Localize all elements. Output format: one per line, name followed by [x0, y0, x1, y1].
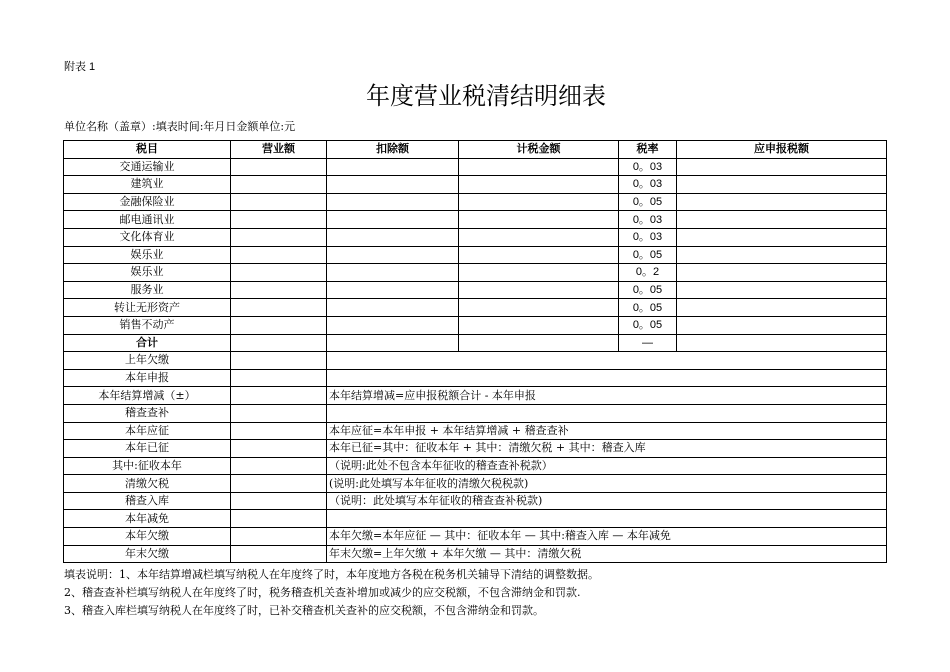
summary-row [64, 528, 887, 546]
summary-row [64, 475, 887, 493]
instruction-line: 3、稽查入库栏填写纳税人在年度终了时，已补交稽查机关查补的应交税额，不包含滞纳金和罚款。 [64, 604, 544, 617]
tax-rate: 0。05 [619, 281, 677, 299]
tax-item-name: 娱乐业 [64, 246, 231, 264]
tax-rate-dash: — [619, 334, 677, 352]
tax-item-name: 建筑业 [64, 176, 231, 194]
revenue-cell[interactable] [231, 264, 327, 282]
deduction-cell[interactable] [327, 264, 459, 282]
tax-rate: 0。05 [619, 299, 677, 317]
summary-note [327, 510, 887, 528]
summary-row [64, 369, 887, 387]
summary-item-name: 本年结算增减（±） [64, 387, 231, 405]
summary-item-name: 本年申报 [64, 369, 231, 387]
summary-row [64, 422, 887, 440]
summary-note [327, 404, 887, 422]
tax-payable-total-cell[interactable] [677, 334, 887, 352]
filling-instructions [64, 566, 599, 620]
column-header: 计税金额 [459, 141, 619, 159]
taxable-amount-total-cell[interactable] [459, 334, 619, 352]
summary-value-cell[interactable] [231, 352, 327, 370]
summary-value-cell[interactable] [231, 492, 327, 510]
total-row [64, 334, 887, 352]
summary-note: 年末欠缴=上年欠缴 + 本年欠缴 — 其中：清缴欠税 [327, 545, 887, 563]
table-row [64, 316, 887, 334]
table-row [64, 264, 887, 282]
revenue-total-cell[interactable] [231, 334, 327, 352]
tax-item-name: 销售不动产 [64, 316, 231, 334]
total-label: 合计 [64, 334, 231, 352]
table-row [64, 211, 887, 229]
revenue-cell[interactable] [231, 299, 327, 317]
summary-note [327, 369, 887, 387]
taxable-amount-cell[interactable] [459, 176, 619, 194]
tax-item-name: 服务业 [64, 281, 231, 299]
summary-item-name: 清缴欠税 [64, 475, 231, 493]
table-row [64, 158, 887, 176]
tax-item-name: 金融保险业 [64, 193, 231, 211]
summary-value-cell[interactable] [231, 528, 327, 546]
summary-item-name: 稽查查补 [64, 404, 231, 422]
taxable-amount-cell[interactable] [459, 228, 619, 246]
column-header: 税率 [619, 141, 677, 159]
tax-payable-cell[interactable] [677, 176, 887, 194]
summary-row [64, 492, 887, 510]
summary-item-name: 本年应征 [64, 422, 231, 440]
tax-rate: 0。03 [619, 228, 677, 246]
instruction-line: 填表说明：1、本年结算增减栏填写纳税人在年度终了时，本年度地方各税在税务机关辅导下清结的调整数据。 [64, 568, 599, 581]
summary-value-cell[interactable] [231, 422, 327, 440]
summary-value-cell[interactable] [231, 510, 327, 528]
summary-item-name: 上年欠缴 [64, 352, 231, 370]
summary-note [327, 352, 887, 370]
page-title: 年度营业税清结明细表 [366, 83, 606, 110]
table-row [64, 246, 887, 264]
tax-payable-cell[interactable] [677, 316, 887, 334]
tax-payable-cell[interactable] [677, 264, 887, 282]
deduction-cell[interactable] [327, 228, 459, 246]
revenue-cell[interactable] [231, 316, 327, 334]
revenue-cell[interactable] [231, 246, 327, 264]
summary-value-cell[interactable] [231, 440, 327, 458]
taxable-amount-cell[interactable] [459, 211, 619, 229]
summary-item-name: 本年欠缴 [64, 528, 231, 546]
tax-rate: 0。2 [619, 264, 677, 282]
column-header: 营业额 [231, 141, 327, 159]
tax-item-name: 文化体育业 [64, 228, 231, 246]
summary-note: 本年已征=其中：征收本年 + 其中：清缴欠税 + 其中：稽查入库 [327, 440, 887, 458]
tax-item-name: 转让无形资产 [64, 299, 231, 317]
deduction-cell[interactable] [327, 176, 459, 194]
summary-note: 本年结算增减=应申报税额合计 - 本年申报 [327, 387, 887, 405]
tax-payable-cell[interactable] [677, 211, 887, 229]
summary-item-name: 本年已征 [64, 440, 231, 458]
tax-item-name: 娱乐业 [64, 264, 231, 282]
tax-payable-cell[interactable] [677, 281, 887, 299]
taxable-amount-cell[interactable] [459, 299, 619, 317]
table-row [64, 228, 887, 246]
tax-payable-cell[interactable] [677, 228, 887, 246]
deduction-cell[interactable] [327, 281, 459, 299]
deduction-cell[interactable] [327, 158, 459, 176]
taxable-amount-cell[interactable] [459, 246, 619, 264]
summary-value-cell[interactable] [231, 475, 327, 493]
tax-item-name: 交通运输业 [64, 158, 231, 176]
unit-line: 单位名称（盖章）:填表时间:年月日金额单位:元 [64, 120, 296, 133]
column-header: 应申报税额 [677, 141, 887, 159]
column-header: 扣除额 [327, 141, 459, 159]
summary-row [64, 387, 887, 405]
tax-rate: 0。03 [619, 158, 677, 176]
instruction-line: 2、稽查查补栏填写纳税人在年度终了时，税务稽查机关查补增加或减少的应交税额，不包含滞纳金和罚款. [64, 586, 581, 599]
summary-item-name: 其中:征收本年 [64, 457, 231, 475]
revenue-cell[interactable] [231, 281, 327, 299]
table-row [64, 176, 887, 194]
tax-rate: 0。05 [619, 316, 677, 334]
tax-payable-cell[interactable] [677, 299, 887, 317]
column-header: 税目 [64, 141, 231, 159]
table-row [64, 193, 887, 211]
summary-value-cell[interactable] [231, 545, 327, 563]
summary-row [64, 457, 887, 475]
revenue-cell[interactable] [231, 176, 327, 194]
tax-table [63, 140, 887, 563]
summary-row [64, 352, 887, 370]
taxable-amount-cell[interactable] [459, 193, 619, 211]
summary-row [64, 545, 887, 563]
taxable-amount-cell[interactable] [459, 316, 619, 334]
tax-payable-cell[interactable] [677, 246, 887, 264]
summary-note: （说明：此处填写本年征收的稽查查补税款) [327, 492, 887, 510]
table-row [64, 299, 887, 317]
tax-rate: 0。05 [619, 246, 677, 264]
table-row [64, 281, 887, 299]
table-header-row [64, 141, 887, 159]
summary-item-name: 稽查入库 [64, 492, 231, 510]
tax-item-name: 邮电通讯业 [64, 211, 231, 229]
tax-rate: 0。03 [619, 176, 677, 194]
taxable-amount-cell[interactable] [459, 281, 619, 299]
tax-rate: 0。05 [619, 193, 677, 211]
summary-note: 本年欠缴=本年应征 — 其中：征收本年 — 其中:稽查入库 — 本年减免 [327, 528, 887, 546]
summary-note: 本年应征=本年申报 + 本年结算增减 + 稽查查补 [327, 422, 887, 440]
deduction-cell[interactable] [327, 211, 459, 229]
deduction-cell[interactable] [327, 316, 459, 334]
tax-payable-cell[interactable] [677, 193, 887, 211]
deduction-total-cell[interactable] [327, 334, 459, 352]
revenue-cell[interactable] [231, 158, 327, 176]
deduction-cell[interactable] [327, 299, 459, 317]
taxable-amount-cell[interactable] [459, 264, 619, 282]
summary-note: （说明:此处不包含本年征收的稽查查补税款） [327, 457, 887, 475]
summary-note: (说明:此处填写本年征收的清缴欠税税款) [327, 475, 887, 493]
revenue-cell[interactable] [231, 228, 327, 246]
summary-value-cell[interactable] [231, 457, 327, 475]
taxable-amount-cell[interactable] [459, 158, 619, 176]
summary-item-name: 年末欠缴 [64, 545, 231, 563]
revenue-cell[interactable] [231, 211, 327, 229]
summary-value-cell[interactable] [231, 404, 327, 422]
summary-item-name: 本年减免 [64, 510, 231, 528]
deduction-cell[interactable] [327, 193, 459, 211]
summary-row [64, 440, 887, 458]
tax-rate: 0。03 [619, 211, 677, 229]
deduction-cell[interactable] [327, 246, 459, 264]
summary-row [64, 404, 887, 422]
summary-row [64, 510, 887, 528]
revenue-cell[interactable] [231, 193, 327, 211]
tax-payable-cell[interactable] [677, 158, 887, 176]
summary-value-cell[interactable] [231, 387, 327, 405]
summary-value-cell[interactable] [231, 369, 327, 387]
attachment-label: 附表 1 [64, 61, 96, 73]
